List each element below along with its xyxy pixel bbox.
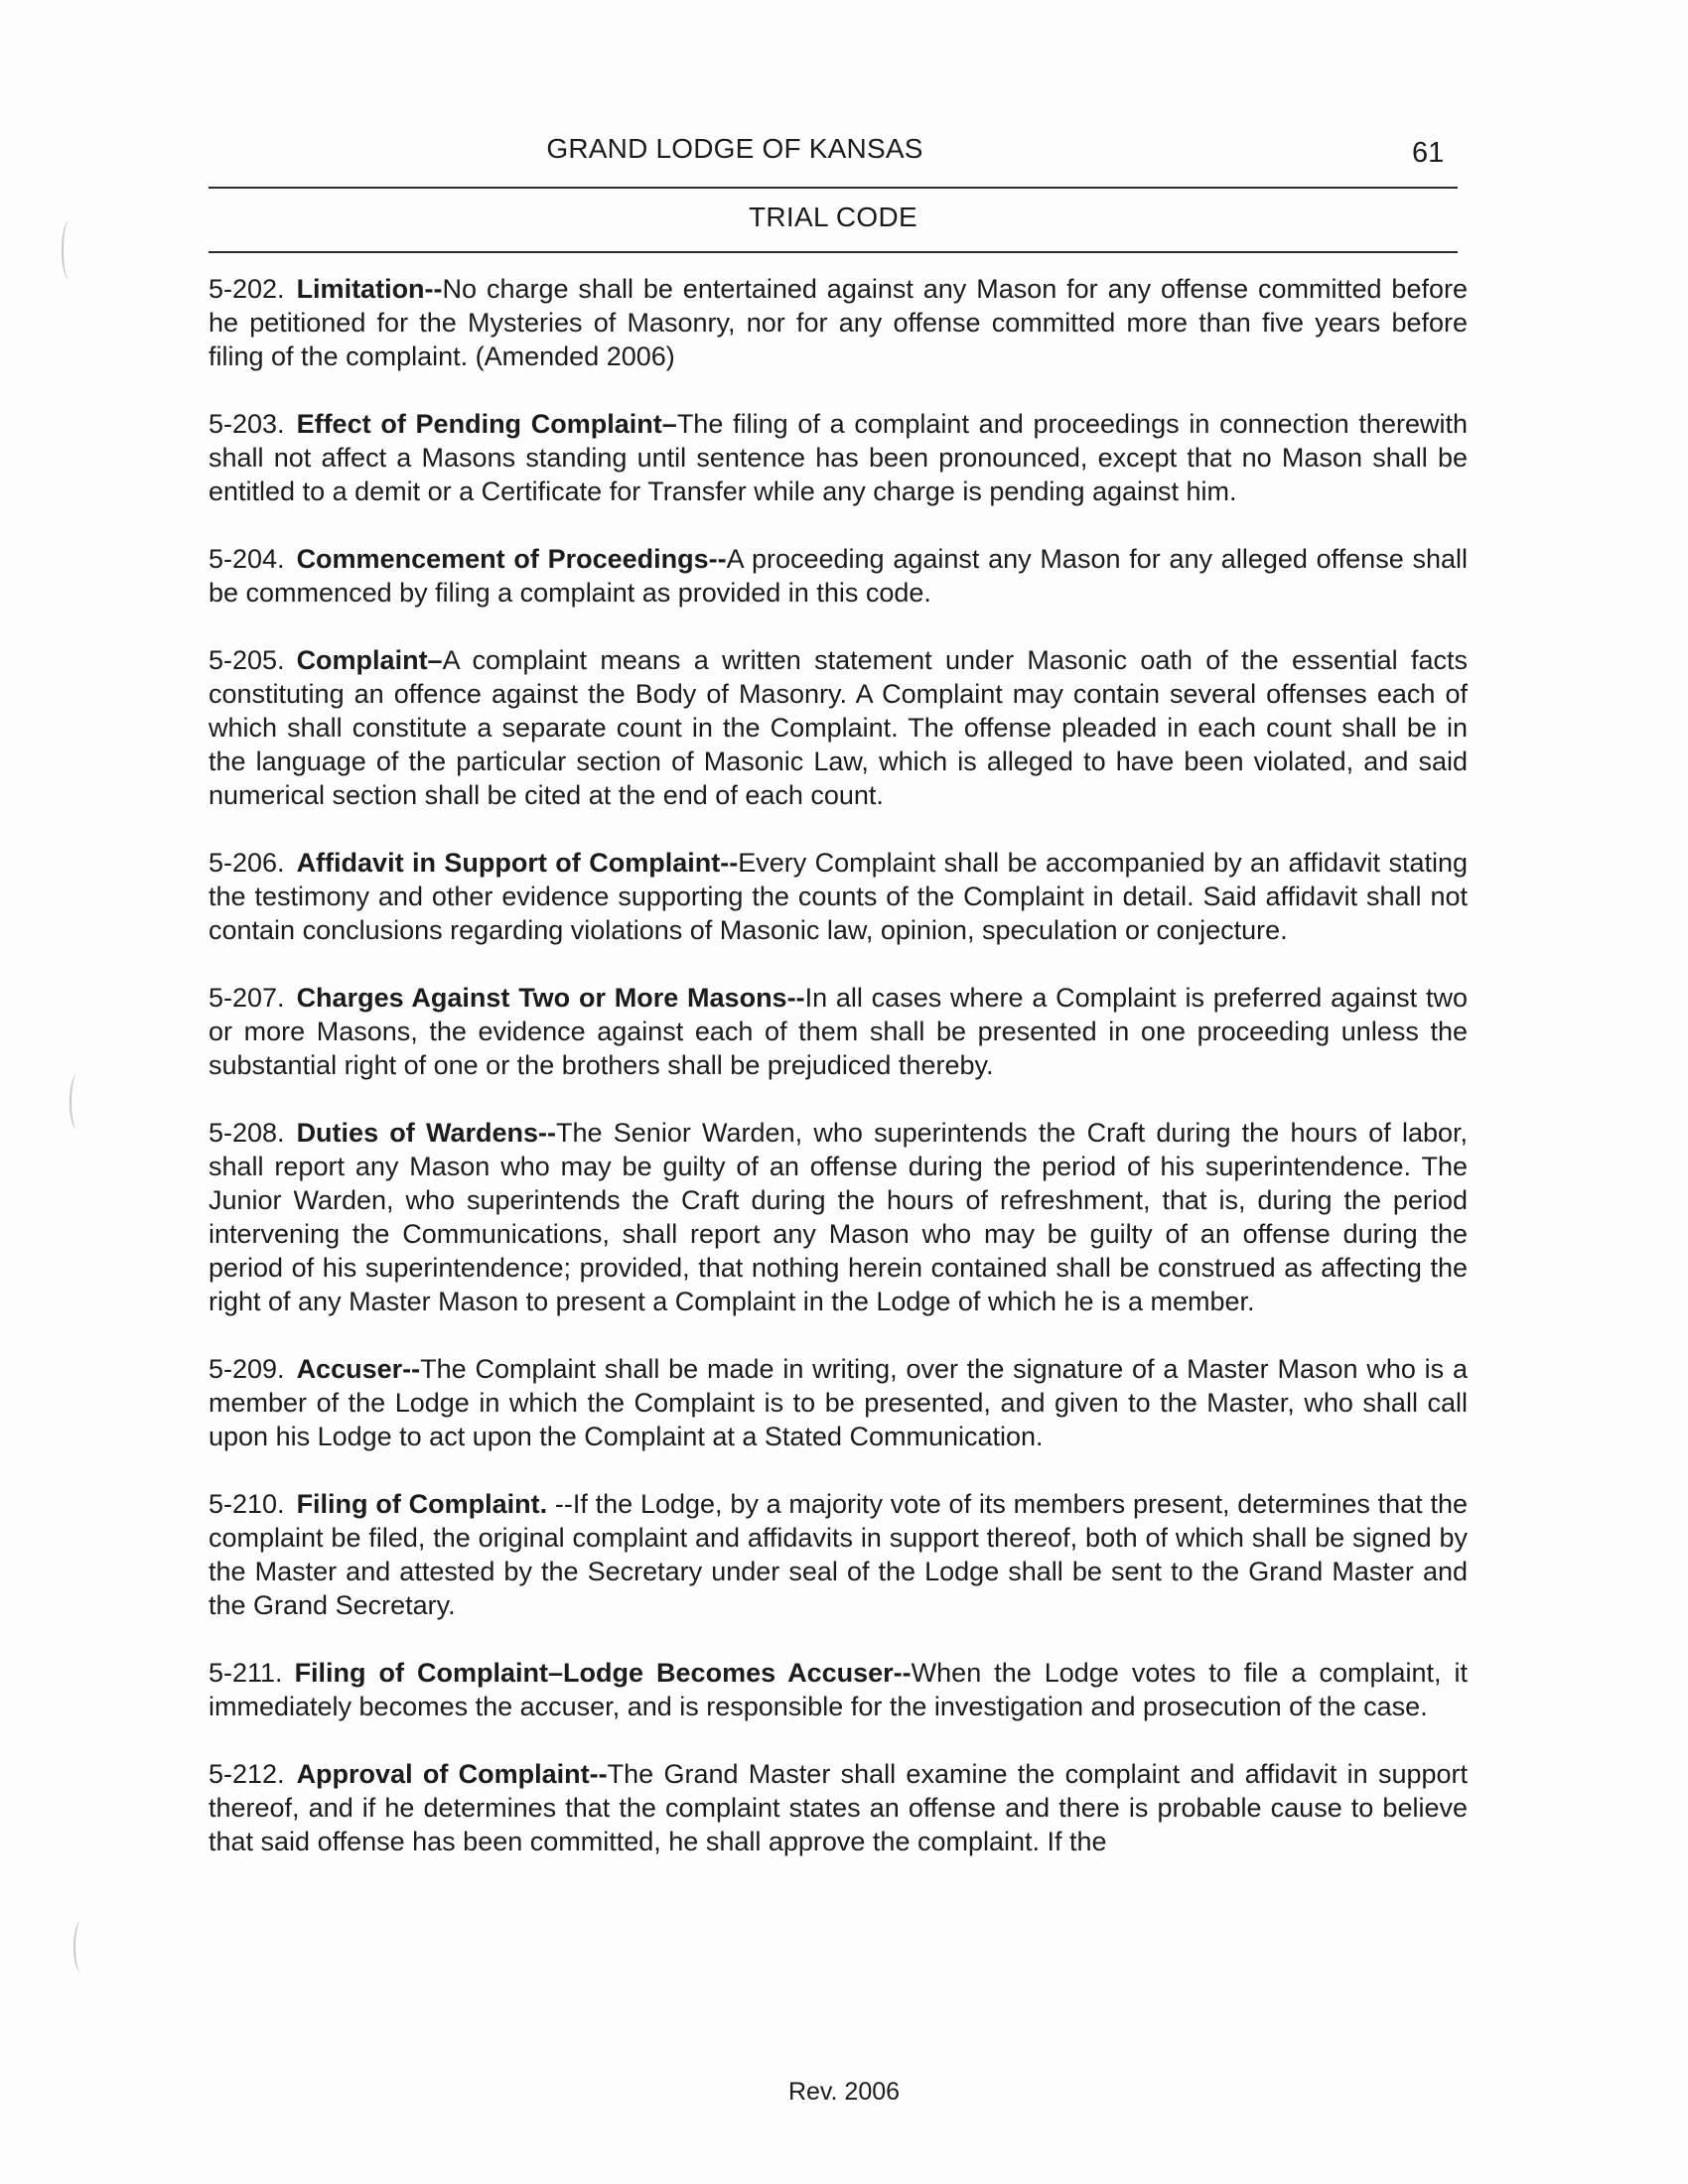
section-heading: Accuser-- xyxy=(296,1354,421,1384)
body-text xyxy=(209,272,1468,1892)
header-rule-top xyxy=(209,187,1458,189)
section-number: 5-207. xyxy=(209,983,285,1013)
page-number: 61 xyxy=(1412,137,1445,169)
section-heading: Approval of Complaint-- xyxy=(296,1759,608,1789)
header-rule-bottom xyxy=(209,251,1458,253)
section-text: The Senior Warden, who superintends the Craft during the hours of labor, shall report any Mason who may be guilty of an offense during the period of his superintendence. The Junior Warden, who superintends the Craft during the hours of refreshment, that is, during the period intervening the Communications, shall report any Mason who may be guilty of an offense during the period of his superintendence; provided, that nothing herein contained shall be construed as affecting the right of any Master Mason to present a Complaint in the Lodge of which he is a member. xyxy=(209,1118,1469,1316)
section-number: 5-211. xyxy=(209,1658,283,1688)
section-text: When the Lodge votes to file a complaint, it immediately becomes the accuser, and is responsible for the investigation and prosecution of the case. xyxy=(209,1658,1469,1721)
section-heading: Effect of Pending Complaint– xyxy=(296,409,677,439)
section-number: 5-210. xyxy=(209,1489,285,1519)
section-number: 5-205. xyxy=(209,645,285,675)
section-text: A proceeding against any Mason for any alleged offense shall be commenced by filing a complaint as provided in this code. xyxy=(209,544,1469,608)
paragraph-5-211 xyxy=(209,1656,1468,1723)
section-heading: Duties of Wardens-- xyxy=(296,1118,557,1148)
section-title: TRIAL CODE xyxy=(749,202,917,232)
section-number: 5-206. xyxy=(209,848,285,878)
section-heading: Affidavit in Support of Complaint-- xyxy=(296,848,739,878)
section-heading: Charges Against Two or More Masons-- xyxy=(296,983,805,1013)
paragraph-5-208 xyxy=(209,1116,1468,1318)
paragraph-5-207 xyxy=(209,981,1468,1082)
section-text: The Grand Master shall examine the complaint and affidavit in support thereof, and if he determines that the complaint states an offense and there is probable cause to believe that said offense has been committed, he shall approve the complaint. If the xyxy=(209,1759,1469,1856)
section-text: In all cases where a Complaint is preferred against two or more Masons, the evidence against each of them shall be presented in one proceeding unless the substantial right of one or the brothers shall be prejudiced thereby. xyxy=(209,983,1468,1080)
scan-artifact xyxy=(62,220,77,280)
section-number: 5-209. xyxy=(209,1354,285,1384)
section-number: 5-212. xyxy=(209,1759,285,1789)
paragraph-5-203 xyxy=(209,407,1468,508)
footer-revision: Rev. 2006 xyxy=(787,2078,901,2106)
section-heading: Commencement of Proceedings-- xyxy=(296,544,727,574)
section-number: 5-208. xyxy=(209,1118,285,1148)
section-heading: Limitation-- xyxy=(296,274,443,304)
section-heading: Filing of Complaint–Lodge Becomes Accuser-- xyxy=(294,1658,912,1688)
section-heading: Filing of Complaint. xyxy=(296,1489,548,1519)
paragraph-5-209 xyxy=(209,1352,1468,1453)
running-header-title: GRAND LODGE OF KANSAS xyxy=(546,133,923,164)
section-number: 5-202. xyxy=(209,274,285,304)
section-heading: Complaint– xyxy=(296,645,443,675)
section-text: Every Complaint shall be accompanied by an affidavit stating the testimony and other evidence supporting the counts of the Complaint in detail. Said affidavit shall not contain conclusions regarding violations of Masonic law, opinion, speculation or conjecture. xyxy=(209,848,1468,945)
paragraph-5-204 xyxy=(209,542,1468,610)
scan-artifact xyxy=(70,1074,85,1130)
paragraph-5-202 xyxy=(209,272,1468,373)
section-text: No charge shall be entertained against any Mason for any offense committed before he petitioned for the Mysteries of Masonry, nor for any offense committed more than five years before filing of the complaint. (Amended 2006) xyxy=(209,274,1468,371)
section-text: The Complaint shall be made in writing, over the signature of a Master Mason who is a member of the Lodge in which the Complaint is to be presented, and given to the Master, who shall call upon his Lodge to act upon the Complaint at a Stated Communication. xyxy=(209,1354,1468,1451)
scan-artifact xyxy=(73,1921,89,1973)
paragraph-5-205 xyxy=(209,643,1468,812)
paragraph-5-212 xyxy=(209,1757,1468,1858)
section-text: A complaint means a written statement under Masonic oath of the essential facts constituting an offence against the Body of Masonry. A Complaint may contain several offenses each of which shall constitute a separate count in the Complaint. The offense pleaded in each count shall be in the language of the particular section of Masonic Law, which is alleged to have been violated, and said numerical section shall be cited at the end of each count. xyxy=(209,645,1468,810)
section-text: The filing of a complaint and proceedings in connection therewith shall not affect a Masons standing until sentence has been pronounced, except that no Mason shall be entitled to a demit or a Certificate for Transfer while any charge is pending against him. xyxy=(209,409,1468,506)
section-number: 5-204. xyxy=(209,544,285,574)
section-number: 5-203. xyxy=(209,409,285,439)
section-text: --If the Lodge, by a majority vote of its members present, determines that the complaint be filed, the original complaint and affidavits in support thereof, both of which shall be signed by the Master and attested by the Secretary under seal of the Lodge shall be sent to the Grand Master and the Grand Secretary. xyxy=(209,1489,1468,1620)
paragraph-5-210 xyxy=(209,1487,1468,1622)
paragraph-5-206 xyxy=(209,846,1468,947)
